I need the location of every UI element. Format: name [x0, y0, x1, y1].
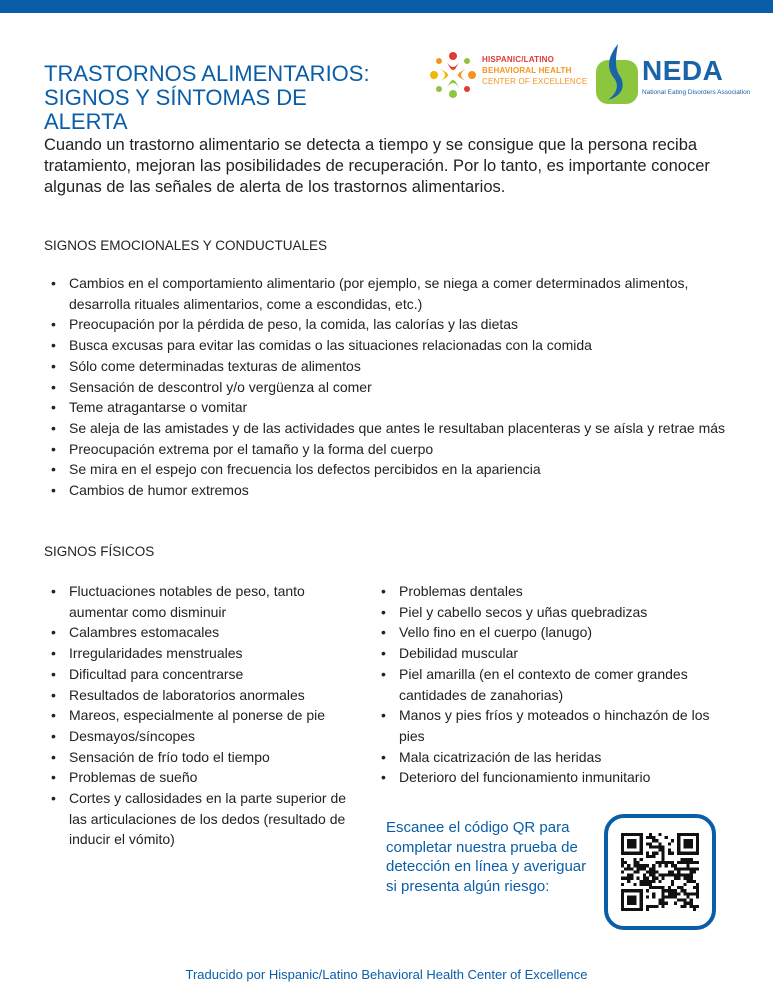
neda-wordmark: NEDA — [642, 55, 724, 86]
physical-sign-item: • Mareos, especialmente al ponerse de pie — [45, 705, 365, 726]
title-line-2: SIGNOS Y SÍNTOMAS DE — [44, 85, 307, 110]
physical-sign-item: • Mala cicatrización de las heridas — [375, 747, 735, 768]
physical-sign-item: • Piel amarilla (en el contexto de comer grandes cantidades de zanahorias) — [375, 664, 735, 705]
page-title — [44, 62, 424, 134]
title-line-3: ALERTA — [44, 109, 128, 134]
emotional-sign-item: • Teme atragantarse o vomitar — [45, 397, 735, 418]
footer-credit: Traducido por Hispanic/Latino Behavioral Health Center of Excellence — [185, 967, 588, 982]
physical-sign-item: • Piel y cabello secos y uñas quebradizas — [375, 602, 735, 623]
emotional-signs-heading: SIGNOS EMOCIONALES Y CONDUCTUALES — [44, 238, 328, 253]
emotional-sign-item: • Sensación de descontrol y/o vergüenza al comer — [45, 377, 735, 398]
hispanic-latino-logo — [428, 48, 588, 104]
emotional-sign-item: • Cambios de humor extremos — [45, 480, 735, 501]
emotional-sign-item: • Se mira en el espejo con frecuencia los defectos percibidos en la apariencia — [45, 459, 735, 480]
physical-sign-item: • Manos y pies fríos y moteados o hinchazón de los pies — [375, 705, 735, 746]
emotional-sign-item: • Preocupación extrema por el tamaño y la forma del cuerpo — [45, 439, 735, 460]
physical-sign-item: • Vello fino en el cuerpo (lanugo) — [375, 622, 735, 643]
neda-subtitle: National Eating Disorders Association — [642, 89, 751, 96]
emotional-sign-item: • Cambios en el comportamiento alimentario (por ejemplo, se niega a comer determinados alimentos, desarrolla rituales alimentarios, come a escondidas, etc.) — [45, 273, 735, 314]
emotional-sign-item: • Se aleja de las amistades y de las actividades que antes le resultaban placenteras y se aísla y retrae más — [45, 418, 735, 439]
physical-signs-list-left — [45, 581, 365, 850]
physical-sign-item: • Irregularidades menstruales — [45, 643, 365, 664]
physical-sign-item: • Debilidad muscular — [375, 643, 735, 664]
hl-logo-line-1: HISPANIC/LATINO — [482, 55, 555, 64]
neda-logo — [594, 42, 764, 108]
qr-code-frame[interactable] — [604, 814, 716, 930]
physical-sign-item: • Fluctuaciones notables de peso, tanto aumentar como disminuir — [45, 581, 365, 622]
physical-sign-item: • Problemas de sueño — [45, 767, 365, 788]
physical-signs-heading: SIGNOS FÍSICOS — [44, 544, 155, 559]
physical-sign-item: • Deterioro del funcionamiento inmunitario — [375, 767, 735, 788]
hl-logo-line-3: CENTER OF EXCELLENCE — [482, 77, 588, 86]
physical-sign-item: • Sensación de frío todo el tiempo — [45, 747, 365, 768]
top-bar — [0, 0, 773, 13]
title-line-1: TRASTORNOS ALIMENTARIOS: — [44, 61, 370, 86]
physical-sign-item: • Problemas dentales — [375, 581, 735, 602]
physical-sign-item: • Resultados de laboratorios anormales — [45, 685, 365, 706]
physical-sign-item: • Cortes y callosidades en la parte superior de las articulaciones de los dedos (resultado de inducir el vómito) — [45, 788, 365, 850]
qr-code-icon[interactable] — [621, 831, 699, 913]
intro-paragraph: Cuando un trastorno alimentario se detecta a tiempo y se consigue que la persona reciba tratamiento, mejoran las posibilidades de recuperación. Por lo tanto, es importante conocer algunas de las señales de alerta de los trastornos alimentarios. — [44, 136, 710, 196]
qr-instructions: Escanee el código QR para completar nuestra prueba de detección en línea y averiguar si presenta algún riesgo: — [386, 819, 587, 895]
emotional-sign-item: • Busca excusas para evitar las comidas o las situaciones relacionadas con la comida — [45, 335, 735, 356]
emotional-sign-item: • Preocupación por la pérdida de peso, la comida, las calorías y las dietas — [45, 314, 735, 335]
physical-sign-item: • Calambres estomacales — [45, 622, 365, 643]
emotional-sign-item: • Sólo come determinadas texturas de alimentos — [45, 356, 735, 377]
emotional-signs-list — [45, 273, 735, 501]
physical-signs-list-right — [375, 581, 735, 788]
physical-sign-item: • Desmayos/síncopes — [45, 726, 365, 747]
physical-sign-item: • Dificultad para concentrarse — [45, 664, 365, 685]
hl-logo-line-2: BEHAVIORAL HEALTH — [482, 66, 572, 75]
neda-mark-icon — [594, 42, 640, 106]
people-circle-icon — [428, 50, 478, 100]
